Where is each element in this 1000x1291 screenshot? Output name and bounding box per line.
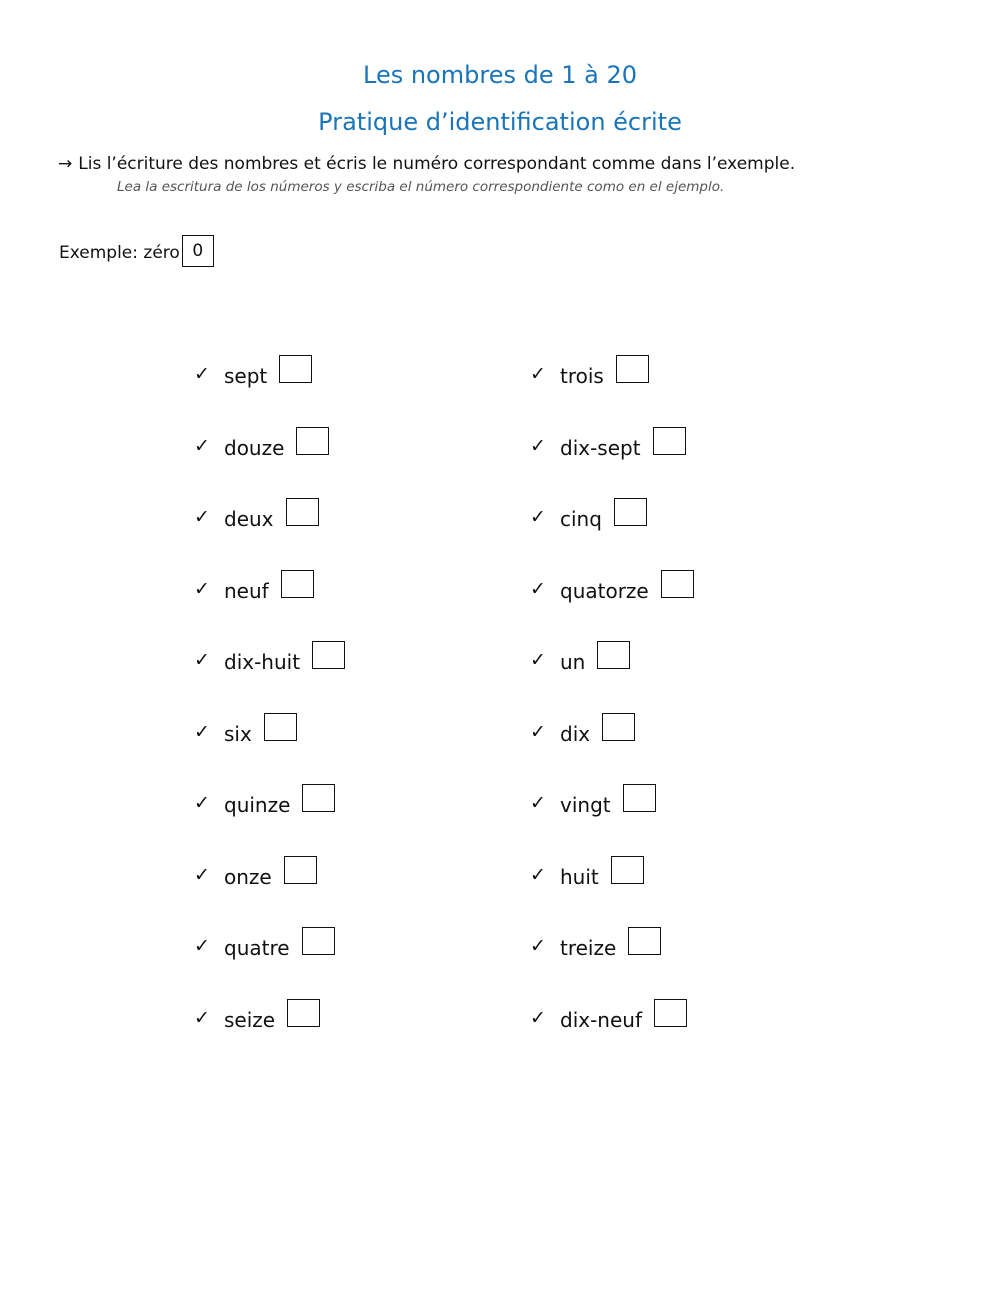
number-word: quatorze <box>560 578 649 603</box>
number-word: dix-sept <box>560 435 641 460</box>
number-word: seize <box>224 1007 276 1032</box>
answer-input-box[interactable] <box>602 713 635 741</box>
instruction-french <box>58 153 795 175</box>
answer-input-box[interactable] <box>302 927 335 955</box>
answer-input-box[interactable] <box>611 856 644 884</box>
list-item <box>194 996 524 1068</box>
list-item <box>530 638 860 710</box>
answer-input-box[interactable] <box>653 427 686 455</box>
number-word: un <box>560 650 586 674</box>
answer-input-box[interactable] <box>302 784 335 812</box>
list-item <box>194 495 524 567</box>
list-item <box>194 853 524 925</box>
answer-input-box[interactable] <box>616 355 649 383</box>
answer-input-box[interactable] <box>287 999 320 1027</box>
list-item <box>530 710 860 782</box>
answer-input-box[interactable] <box>614 498 647 526</box>
list-item <box>530 567 860 639</box>
answer-input-box[interactable] <box>296 427 329 455</box>
list-item <box>194 567 524 639</box>
check-icon: ✓ <box>530 363 546 385</box>
number-word: dix <box>560 721 591 746</box>
answer-input-box[interactable] <box>623 784 656 812</box>
number-word: dix-huit <box>224 650 301 674</box>
list-item <box>194 638 524 710</box>
example-answer-box: 0 <box>182 235 214 267</box>
check-icon: ✓ <box>194 434 210 457</box>
example-label: Exemple: zéro <box>59 243 180 263</box>
number-word: onze <box>224 864 272 889</box>
number-word: vingt <box>560 793 611 817</box>
list-item <box>194 424 524 496</box>
answer-input-box[interactable] <box>281 570 314 598</box>
list-item <box>530 924 860 996</box>
check-icon: ✓ <box>530 863 546 886</box>
check-icon: ✓ <box>530 506 546 528</box>
list-item <box>530 853 860 925</box>
instruction-french-text: Lis l’écriture des nombres et écris le numéro correspondant comme dans l’exemple. <box>78 154 796 174</box>
number-word: douze <box>224 435 285 460</box>
answer-input-box[interactable] <box>597 641 630 669</box>
answer-input-box[interactable] <box>284 856 317 884</box>
check-icon: ✓ <box>194 863 210 886</box>
check-icon: ✓ <box>194 935 210 957</box>
answer-input-box[interactable] <box>286 498 319 526</box>
check-icon: ✓ <box>530 792 546 814</box>
list-item <box>530 495 860 567</box>
number-word: quinze <box>224 793 291 817</box>
number-word: cinq <box>560 507 602 531</box>
check-icon: ✓ <box>530 577 546 600</box>
number-word: neuf <box>224 578 269 603</box>
left-column <box>194 352 524 1067</box>
number-word: treize <box>560 936 617 960</box>
check-icon: ✓ <box>194 363 210 385</box>
page-subtitle: Pratique d’identification écrite <box>318 108 682 136</box>
check-icon: ✓ <box>530 1006 546 1029</box>
check-icon: ✓ <box>530 434 546 457</box>
example <box>59 235 214 265</box>
check-icon: ✓ <box>530 935 546 957</box>
list-item <box>194 924 524 996</box>
number-word: six <box>224 721 252 746</box>
list-item <box>530 996 860 1068</box>
list-item <box>194 781 524 853</box>
answer-input-box[interactable] <box>628 927 661 955</box>
check-icon: ✓ <box>194 506 210 528</box>
arrow-icon: → <box>58 154 73 174</box>
number-word: huit <box>560 864 599 889</box>
answer-input-box[interactable] <box>264 713 297 741</box>
page-title: Les nombres de 1 à 20 <box>363 61 637 89</box>
answer-input-box[interactable] <box>279 355 312 383</box>
answer-input-box[interactable] <box>661 570 694 598</box>
check-icon: ✓ <box>530 649 546 671</box>
number-word: quatre <box>224 936 290 960</box>
check-icon: ✓ <box>194 649 210 671</box>
number-word: deux <box>224 507 274 531</box>
list-item <box>194 710 524 782</box>
list-item <box>530 424 860 496</box>
list-item <box>530 781 860 853</box>
number-word: sept <box>224 364 268 388</box>
instruction-spanish: Lea la escritura de los números y escriba el número correspondiente como en el ejemplo. <box>117 179 725 195</box>
list-item <box>194 352 524 424</box>
number-word: dix-neuf <box>560 1007 643 1032</box>
number-word: trois <box>560 364 604 388</box>
check-icon: ✓ <box>194 720 210 743</box>
right-column <box>530 352 860 1067</box>
answer-input-box[interactable] <box>312 641 345 669</box>
check-icon: ✓ <box>194 577 210 600</box>
check-icon: ✓ <box>194 1006 210 1029</box>
answer-input-box[interactable] <box>654 999 687 1027</box>
check-icon: ✓ <box>194 792 210 814</box>
check-icon: ✓ <box>530 720 546 743</box>
list-item <box>530 352 860 424</box>
